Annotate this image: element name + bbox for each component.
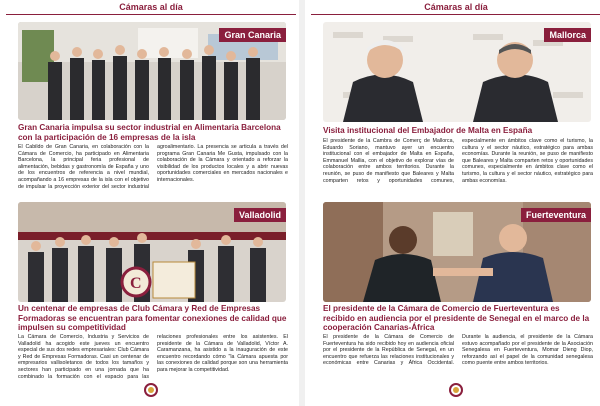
- header-rule: [311, 14, 600, 15]
- article-body: El Cabildo de Gran Canaria, en colaboración con la Cámara de Comercio, ha participado en Alimentaria Barcelona, la principal feria profesional de alimentación, bebidas y gastronomía de España y uno de los encuentros de referencia a nivel mundial, acompañando a 16 empresas de la isla con el objetivo de impulsar la proyección exterior del sector industrial agroalimentario. La presencia se articula a través del programa Gran Canaria Me Gusta, impulsado con la colaboración de la Cámara y orientado a reforzar la visibilidad de los productos locales y a abrir nuevas oportunidades comerciales en mercados nacionales e internacionales.: [18, 144, 288, 190]
- region-tag: Valladolid: [234, 208, 286, 222]
- header-rule: [6, 14, 296, 15]
- article-title: Visita institucional del Embajador de Malta en España: [323, 126, 533, 135]
- running-header: Cámaras al día: [424, 2, 488, 12]
- valladolid-photo: [18, 202, 286, 302]
- gran-canaria-photo: [18, 22, 286, 120]
- region-tag: Gran Canaria: [219, 28, 286, 42]
- camara-logo-icon: [144, 383, 158, 397]
- svg-text:C: C: [130, 275, 142, 292]
- article-title: Un centenar de empresas de Club Cámara y Red de Empresas Formadoras se encuentran para fomentar conexiones de calidad que impulsen su competitividad: [18, 304, 287, 333]
- fuerteventura-photo: [323, 202, 591, 302]
- article-body: El presidente de la Cambra de Comerç de Mallorca, Eduardo Soriano, mantuvo ayer un encuentro institucional con el embajador de Malta en España, Emmanuel Mallia, con el objetivo de explorar vías de colaboración entre ambos territorios. Durante la reunión, se puso de manifiesto que Baleares y Malta comparten retos y oportunidades comunes, especialmente en ámbitos clave como el turismo, la cultura y el sector náutico, estratégico para ambas economías. Durante la reunión, se puso de manifiesto que Baleares y Malta comparten retos y oportunidades comunes, especialmente en ámbitos clave como el turismo, la cultura y el sector náutico, estratégico para ambas economías.: [323, 138, 593, 184]
- camara-logo-icon: [449, 383, 463, 397]
- article-title: El presidente de la Cámara de Comercio de Fuerteventura es recibido en audiencia por el presidente de Senegal en el marco de la cooperación Canarias-África: [323, 304, 590, 333]
- mallorca-photo: [323, 22, 591, 122]
- article-body: El presidente de la Cámara de Comercio de Fuerteventura ha sido recibido hoy en audiencia oficial por el presidente de la República de Senegal, en un encuentro que refuerza las relaciones institucionales y económicas entre Canarias y África Occidental. Durante la audiencia, el presidente de la Cámara estuvo acompañado por el presidente de la Asociación Senegalesa en Fuerteventura, Momar Dieng Diop, reforzando así el papel de la comunidad senegalesa como puente entre ambos territorios.: [323, 334, 593, 367]
- region-tag: Mallorca: [544, 28, 591, 42]
- running-header: Cámaras al día: [119, 2, 183, 12]
- region-tag: Fuerteventura: [521, 208, 591, 222]
- article-body: La Cámara de Comercio, Industria y Servicios de Valladolid ha acogido este jueves un encuentro especial de sus dos redes empresariales: Club Cámara y Red de Empresas Formadoras. Casi un centenar de empresarios vallisoletanos de todos los tamaños y sectores han participado en una jornada que ha combinado la formación con el espacio para las relaciones profesionales entre los asistentes. El presidente de la Cámara de Valladolid, Víctor A. Caramanzana, ha asistido a la inauguración de este encuentro recordando cómo "la Cámara apuesta por las conexiones de calidad porque son una herramienta para mejorar la competitividad.: [18, 334, 288, 380]
- article-title: Gran Canaria impulsa su sector industrial en Alimentaria Barcelona con la participación de 16 empresas de la isla: [18, 123, 281, 142]
- left-page: [6, 0, 296, 406]
- page-spine: [299, 0, 305, 406]
- right-page: [311, 0, 600, 406]
